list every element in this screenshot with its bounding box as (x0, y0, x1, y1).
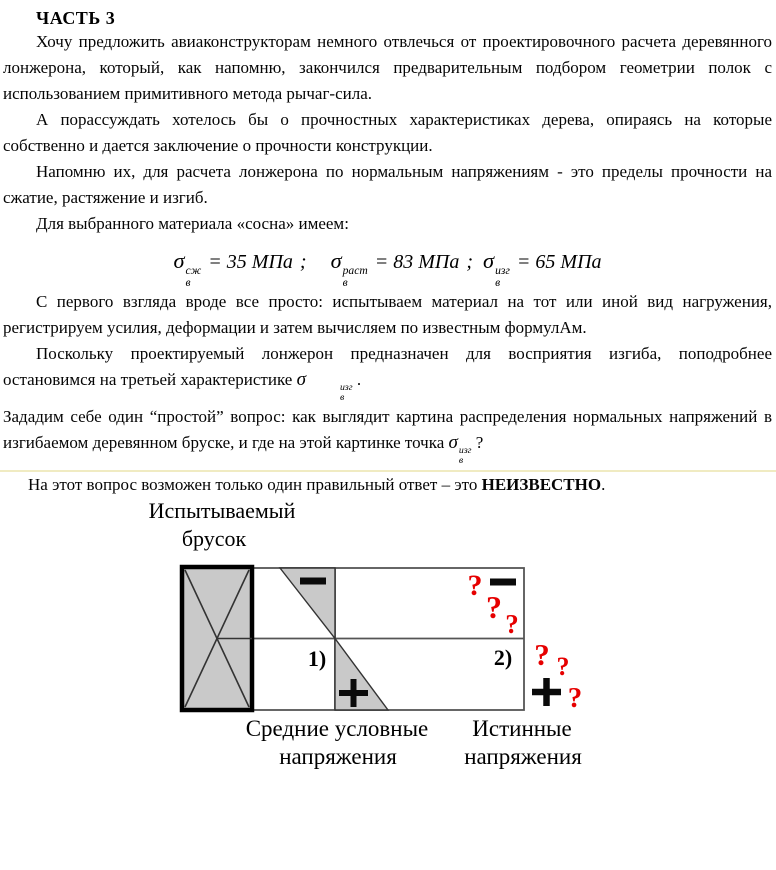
sigma-superscript: сж (185, 263, 202, 277)
paragraph-strength-limits: Напомню их, для расчета лонжерона по нормальным напряжениям - это пределы прочности на сжатие, растяжение и изгиб. (3, 162, 772, 207)
diagram (0, 498, 776, 780)
question-mark-3: ? (505, 609, 519, 640)
avg-stress-label-line2: напряжения (279, 744, 397, 770)
sigma-superscript: изг (339, 382, 353, 394)
paragraph-question (3, 404, 772, 467)
true-stress-label-line2: напряжения (464, 744, 582, 770)
sigma-superscript: изг (458, 444, 472, 456)
formula-separator: ; (466, 251, 474, 273)
formula-term-compression (173, 248, 293, 289)
question-mark-1: ? (467, 569, 483, 603)
question-mark-2: ? (486, 589, 502, 626)
section-title: ЧАСТЬ 3 (36, 8, 116, 28)
formula-value: = 35 МПа (208, 251, 293, 273)
sigma-subscript: в (495, 275, 501, 289)
avg-stress-label-line1: Средние условные (245, 716, 429, 742)
true-stress-label-line1: Истинные (472, 716, 572, 742)
formula-term-bending (483, 248, 602, 289)
diagram-figure (0, 498, 776, 780)
inline-sigma-bending (296, 369, 353, 404)
sigma-symbol: σ (296, 369, 306, 391)
sigma-symbol: σ (483, 248, 495, 273)
paragraph-question-text: Зададим себе один “простой” вопрос: как выглядит картина распределения нормальных напряжений в изгибаемом деревянном бруске, и где на этой картинке точка (3, 406, 772, 452)
question-mark-5: ? (556, 652, 570, 682)
question-mark-4: ? (534, 637, 550, 673)
paragraph-material: Для выбранного материала «сосна» имеем: (36, 214, 349, 233)
sigma-symbol: σ (173, 248, 185, 273)
answer-unknown-label: НЕИЗВЕСТНО (481, 475, 602, 495)
specimen-label-line2: брусок (181, 526, 247, 552)
case1-label: 1) (307, 646, 327, 672)
paragraph-bending-text: Поскольку проектируемый лонжерон предназначен для восприятия изгиба, поподробнее остановимся на третьей характеристике (3, 344, 772, 390)
paragraph-intro: Хочу предложить авиаконструкторам немного отвлечься от проектировочного расчета деревянного лонжерона, который, как напомню, закончился предварительным подбором геометрии полок с использованием примитивного метода рычаг-сила. (3, 32, 772, 103)
sigma-subscript: в (185, 275, 191, 289)
specimen-label-line1: Испытываемый (148, 498, 296, 524)
formula-term-tension (330, 248, 460, 289)
formula-block (3, 246, 772, 289)
paragraph-testing: С первого взгляда вроде все просто: испытываем материал на тот или иной вид нагружения, регистрируем усилия, деформации и затем вычисляем по известным формулАм. (3, 292, 772, 338)
formula-value: = 65 МПа (516, 251, 602, 273)
formula-value: = 83 МПа (374, 251, 460, 273)
paragraph-answer (3, 472, 772, 498)
formula-separator: ; (299, 251, 307, 273)
sigma-subscript: в (458, 455, 464, 467)
sigma-superscript: изг (495, 263, 510, 277)
paragraph-answer-end: . (601, 475, 606, 495)
sigma-subscript: в (342, 275, 348, 289)
paragraph-bending-end: . (352, 370, 362, 390)
paragraph-bending-focus (3, 341, 772, 404)
paragraph-answer-text: На этот вопрос возможен только один правильный ответ – это (28, 475, 482, 495)
sigma-subscript: в (339, 392, 345, 404)
inline-sigma-question (448, 431, 472, 467)
paragraph-discussion: А порассуждать хотелось бы о прочностных характеристиках дерева, опираясь на которые собственно и дается заключение о прочности конструкции. (3, 110, 772, 155)
sigma-symbol: σ (448, 431, 458, 453)
sigma-superscript: раст (342, 263, 368, 277)
paragraph-question-end: ? (471, 432, 484, 452)
sigma-symbol: σ (330, 248, 342, 273)
case2-label: 2) (493, 645, 513, 671)
question-mark-6: ? (567, 682, 583, 715)
